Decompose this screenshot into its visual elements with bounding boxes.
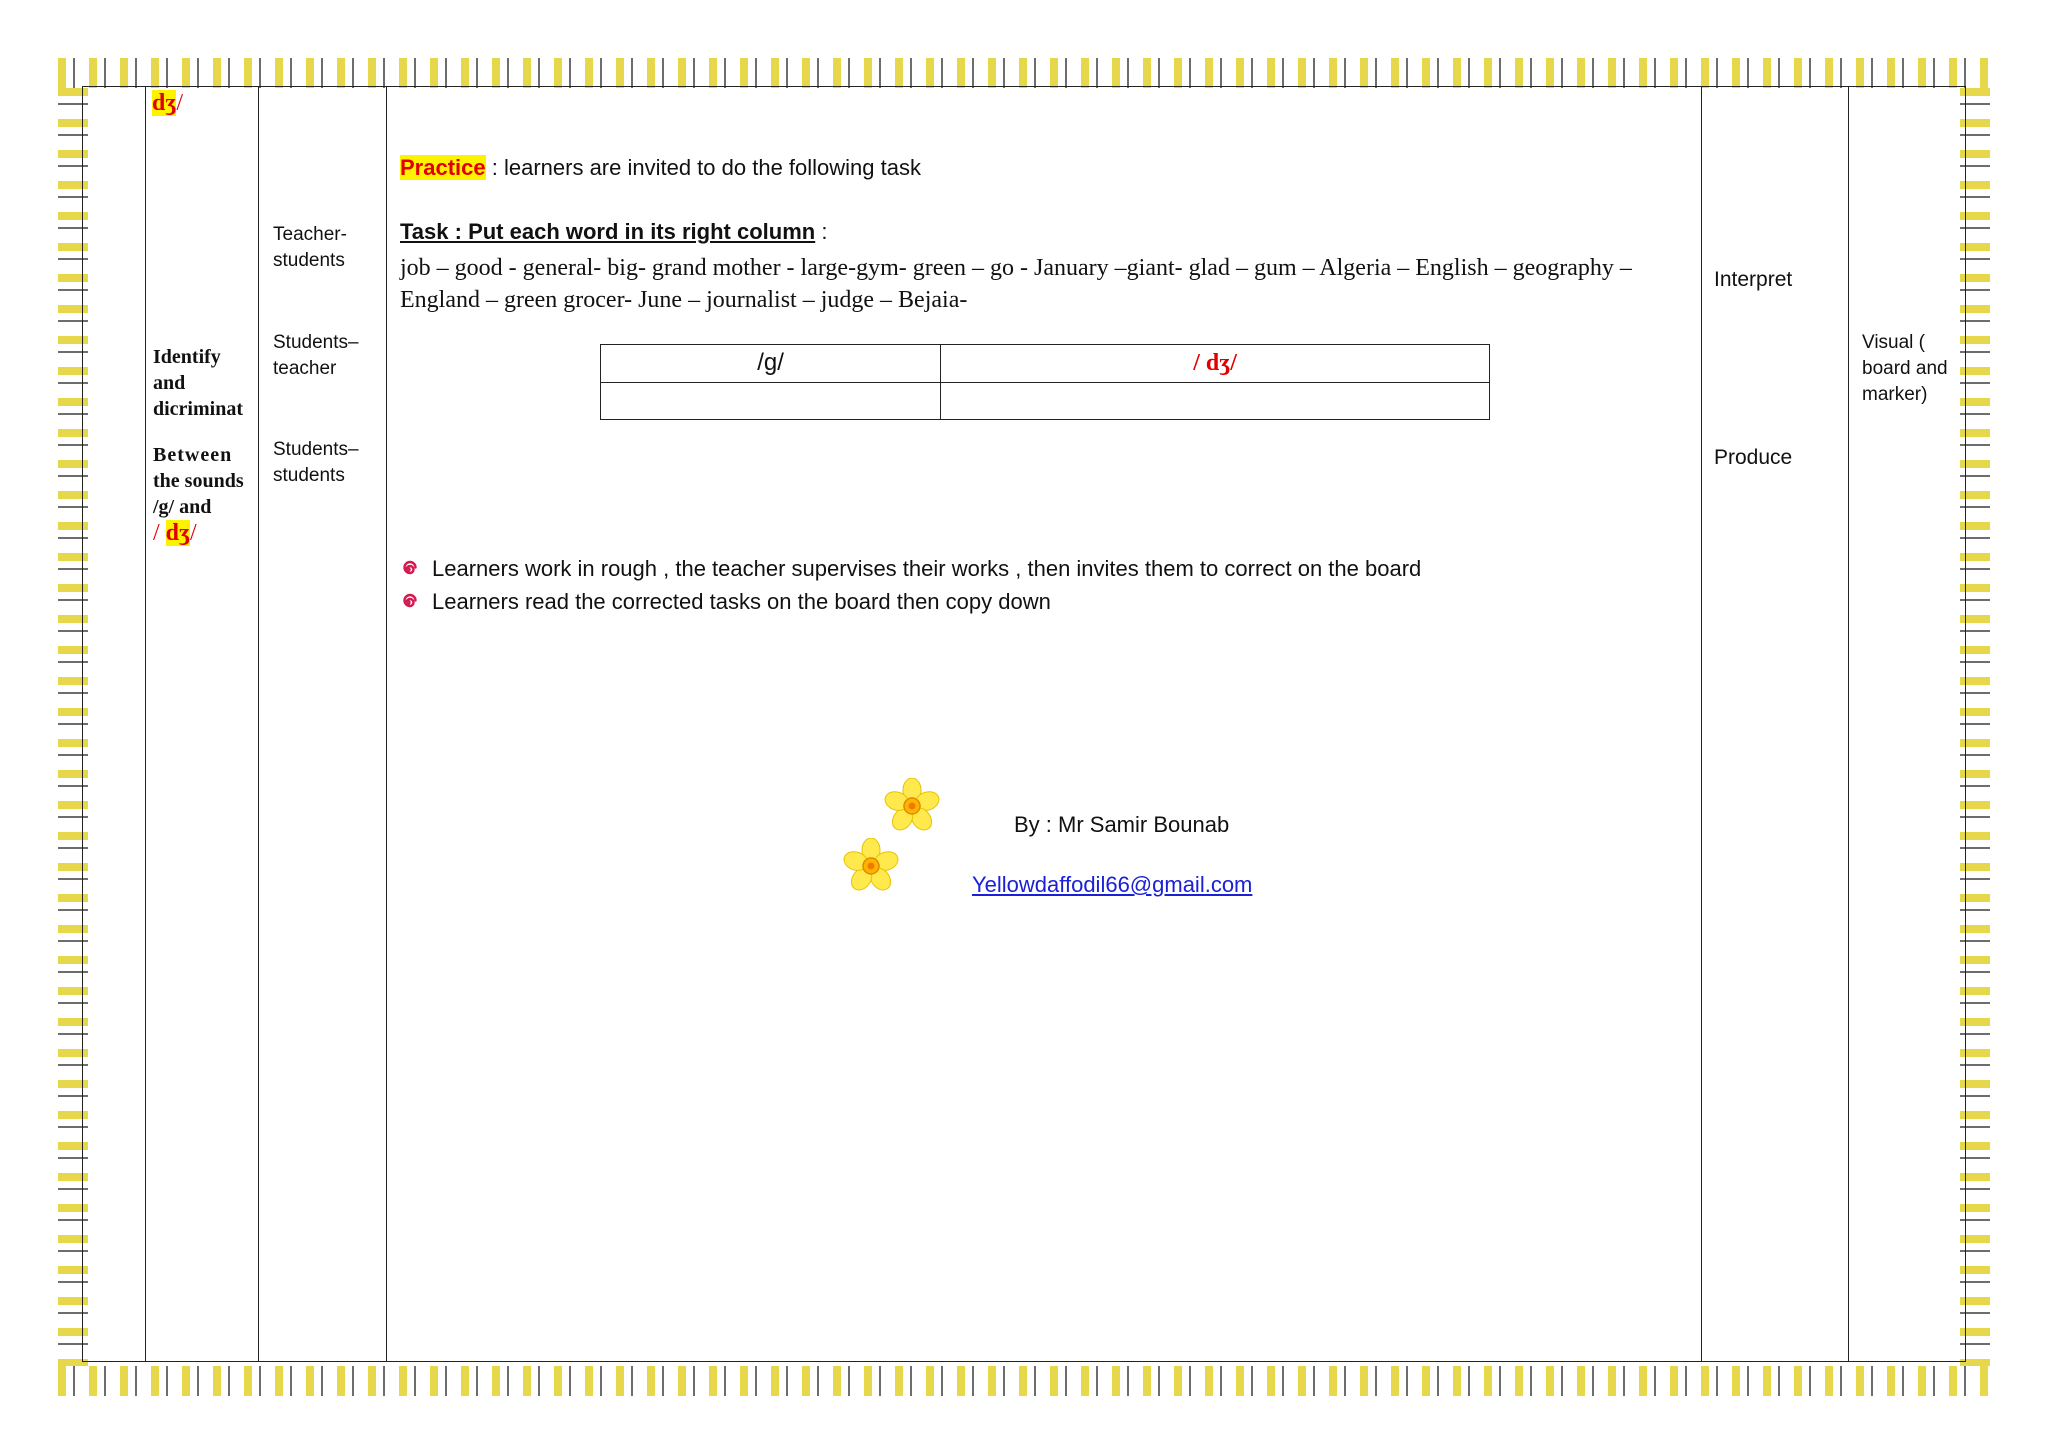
answer-cell-g[interactable]	[601, 382, 941, 420]
skill-produce: Produce	[1714, 446, 1793, 469]
interaction-students-students: Students– students	[273, 439, 359, 486]
objective-cell	[153, 344, 261, 546]
column-header-dz: / dʒ/	[941, 345, 1490, 383]
objective-text: dicriminat	[153, 398, 243, 420]
column-divider	[258, 86, 259, 1362]
teaching-aids: Visual ( board and marker)	[1862, 332, 1948, 405]
column-header-g: /g/	[601, 345, 941, 383]
practice-label: Practice	[400, 155, 486, 180]
list-item: Learners work in rough , the teacher supervises their works , then invites them to correct on the board	[398, 552, 1421, 585]
decorative-border-bottom	[58, 1366, 1990, 1396]
spiral-bullet-icon	[398, 559, 418, 579]
answer-cell-dz[interactable]	[941, 382, 1490, 420]
decorative-border-top	[58, 58, 1990, 88]
column-divider	[145, 86, 146, 1362]
skill-interpret: Interpret	[1714, 268, 1793, 291]
interaction-teacher-students: Teacher- students	[273, 224, 347, 271]
column-divider	[1848, 86, 1849, 1362]
procedure-bullets	[398, 552, 1421, 618]
objective-text: the sounds	[153, 470, 244, 492]
author-email-link[interactable]: Yellowdaffodil66@gmail.com	[972, 872, 1253, 897]
practice-instruction	[400, 155, 921, 181]
daffodil-flower-icon	[884, 778, 940, 839]
task-heading: Task : Put each word in its right column :	[400, 219, 828, 244]
sound-sorting-table	[600, 344, 1490, 420]
objective-phoneme: / dʒ/	[153, 520, 197, 546]
interaction-students-teacher: Students– teacher	[273, 332, 359, 379]
daffodil-flower-icon	[843, 838, 899, 899]
objective-text: Between	[153, 444, 233, 466]
column-divider	[386, 86, 387, 1362]
word-list: job – good - general- big- grand mother - large-gym- green – go - January –giant- glad – gum – Algeria – English – geography – England – green grocer- June – journalist – judge – Bejaia-	[400, 255, 1632, 313]
objective-text: Identify	[153, 346, 221, 368]
objective-text: and	[153, 372, 186, 394]
top-phoneme-symbol: dʒ/	[152, 90, 184, 116]
column-divider	[1701, 86, 1702, 1362]
author-credit: By : Mr Samir Bounab	[1014, 812, 1230, 837]
list-item: Learners read the corrected tasks on the board then copy down	[398, 585, 1421, 618]
spiral-bullet-icon	[398, 592, 418, 612]
practice-text: : learners are invited to do the following task	[491, 155, 921, 180]
objective-text: /g/ and	[153, 496, 212, 518]
